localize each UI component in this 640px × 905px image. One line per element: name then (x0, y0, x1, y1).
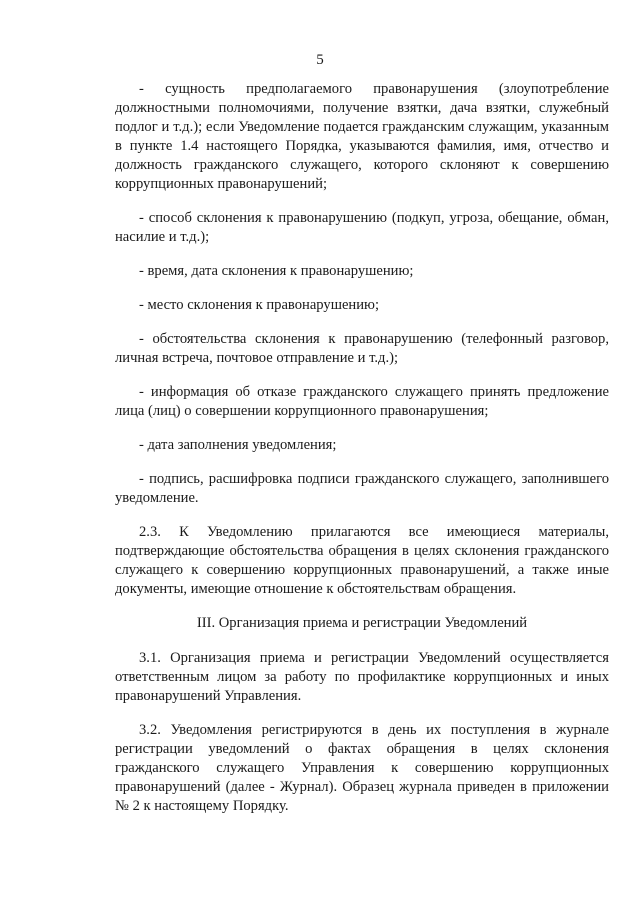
document-body (115, 80, 609, 816)
paragraph-method: - способ склонения к правонарушению (подкуп, угроза, обещание, обман, насилие и т.д.); (115, 210, 609, 245)
paragraph-date: - дата заполнения уведомления; (139, 437, 337, 453)
paragraph-2-3: 2.3. К Уведомлению прилагаются все имеющиеся материалы, подтверждающие обстоятельства обращения в целях склонения гражданского служащего к совершению коррупционных правонарушений, а также иные документы, имеющие отношение к обстоятельствам обращения. (115, 524, 609, 597)
paragraph-place: - место склонения к правонарушению; (139, 297, 379, 313)
section-heading: III. Организация приема и регистрации Уведомлений (196, 615, 528, 631)
paragraph-signature: - подпись, расшифровка подписи гражданского служащего, заполнившего уведомление. (115, 471, 609, 506)
paragraph-essence: - сущность предполагаемого правонарушения (злоупотребление должностными полномочиями, получение взятки, дача взятки, служебный подлог и т.д.); если Уведомление подается гражданским служащим, указанным в пункте 1.4 настоящего Порядка, указываются фамилия, имя, отчество и должность гражданского служащего, которого склоняют к совершению коррупционных правонарушений; (115, 81, 609, 192)
paragraph-3-1: 3.1. Организация приема и регистрации Уведомлений осуществляется ответственным лицом за работу по профилактике коррупционных и иных правонарушений Управления. (115, 650, 609, 704)
paragraph-refusal: - информация об отказе гражданского служащего принять предложение лица (лиц) о совершении коррупционного правонарушения; (115, 384, 609, 419)
paragraph-3-2: 3.2. Уведомления регистрируются в день их поступления в журнале регистрации уведомлений о фактах обращения в целях склонения гражданского служащего Управления к совершению коррупционных правонарушений (далее - Журнал). Образец журнала приведен в приложении № 2 к настоящему Порядку. (115, 722, 609, 814)
paragraph-circumstances: - обстоятельства склонения к правонарушению (телефонный разговор, личная встреча, почтовое отправление и т.д.); (115, 331, 609, 366)
page-number: 5 (316, 52, 324, 68)
paragraph-time: - время, дата склонения к правонарушению; (139, 263, 414, 279)
